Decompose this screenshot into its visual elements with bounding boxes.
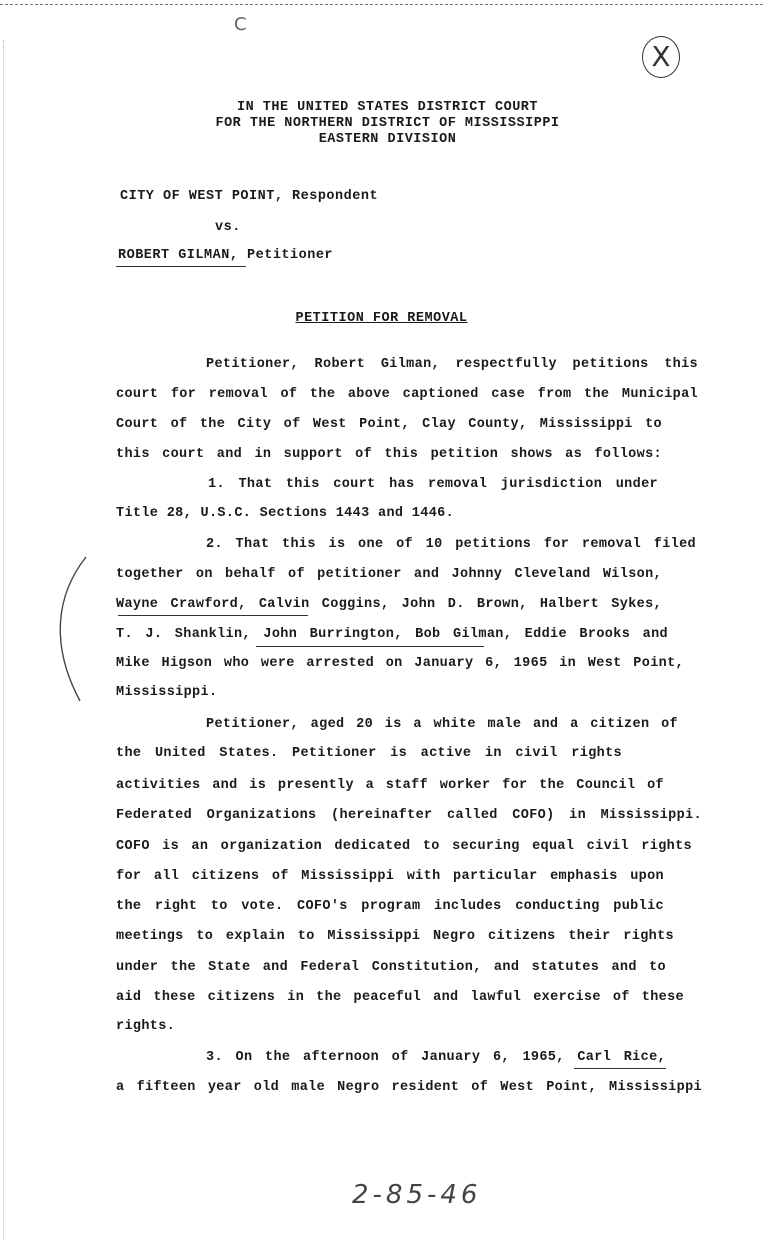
body-line: Petitioner, Robert Gilman, respectfully petitions this xyxy=(206,357,698,372)
body-line: together on behalf of petitioner and Johnny Cleveland Wilson, xyxy=(116,567,662,582)
scan-edge-left xyxy=(3,40,4,1240)
court-line-3: EASTERN DIVISION xyxy=(318,132,457,147)
handwritten-top-mark: C xyxy=(234,14,247,35)
caption-petitioner: ROBERT GILMAN, Petitioner xyxy=(118,248,334,263)
caption-respondent: CITY OF WEST POINT, Respondent xyxy=(120,189,379,204)
body-line: COFO is an organization dedicated to securing equal civil rights xyxy=(116,839,692,854)
body-line: activities and is presently a staff worker for the Council of xyxy=(116,778,664,793)
names-underline xyxy=(118,615,308,616)
name-underline xyxy=(574,1068,666,1069)
document-title xyxy=(0,311,763,326)
body-line: T. J. Shanklin, John Burrington, Bob Gilman, Eddie Brooks and xyxy=(116,627,668,642)
scan-edge-top xyxy=(0,4,763,5)
body-line: Court of the City of West Point, Clay County, Mississippi to xyxy=(116,417,662,432)
court-line-2: FOR THE NORTHERN DISTRICT OF MISSISSIPPI xyxy=(215,116,560,131)
body-line: under the State and Federal Constitution, and statutes and to xyxy=(116,960,666,975)
body-line: Mississippi. xyxy=(116,685,218,700)
document-title-text: PETITION FOR REMOVAL xyxy=(295,311,468,326)
body-line: Petitioner, aged 20 is a white male and a citizen of xyxy=(206,717,678,732)
body-line: Title 28, U.S.C. Sections 1443 and 1446. xyxy=(116,506,455,521)
body-line: Federated Organizations (hereinafter called COFO) in Mississippi. xyxy=(116,808,702,823)
body-line: 2. That this is one of 10 petitions for removal filed xyxy=(206,537,696,552)
body-line: the right to vote. COFO's program includes conducting public xyxy=(116,899,664,914)
body-line: meetings to explain to Mississippi Negro citizens their rights xyxy=(116,929,674,944)
body-line: the United States. Petitioner is active in civil rights xyxy=(116,746,622,761)
body-line: 3. On the afternoon of January 6, 1965, Carl Rice, xyxy=(206,1050,666,1065)
body-line: for all citizens of Mississippi with particular emphasis upon xyxy=(116,869,664,884)
body-line: this court and in support of this petition shows as follows: xyxy=(116,447,662,462)
names-underline xyxy=(256,646,484,647)
body-line: a fifteen year old male Negro resident of West Point, Mississippi xyxy=(116,1080,702,1095)
handwritten-page-number: 2-85-46 xyxy=(352,1180,482,1210)
court-line-1: IN THE UNITED STATES DISTRICT COURT xyxy=(236,100,539,115)
caption-vs: vs. xyxy=(215,220,241,235)
body-line: rights. xyxy=(116,1019,176,1034)
body-line: aid these citizens in the peaceful and lawful exercise of these xyxy=(116,990,684,1005)
handwritten-corner-mark: X xyxy=(642,36,680,78)
court-heading xyxy=(0,100,763,148)
petitioner-name-underline xyxy=(116,266,246,267)
body-line: 1. That this court has removal jurisdiction under xyxy=(208,477,658,492)
body-line: Wayne Crawford, Calvin Coggins, John D. Brown, Halbert Sykes, xyxy=(116,597,662,612)
body-line: court for removal of the above captioned case from the Municipal xyxy=(116,387,698,402)
handwritten-margin-bracket xyxy=(50,555,90,705)
body-line: Mike Higson who were arrested on January 6, 1965 in West Point, xyxy=(116,656,684,671)
